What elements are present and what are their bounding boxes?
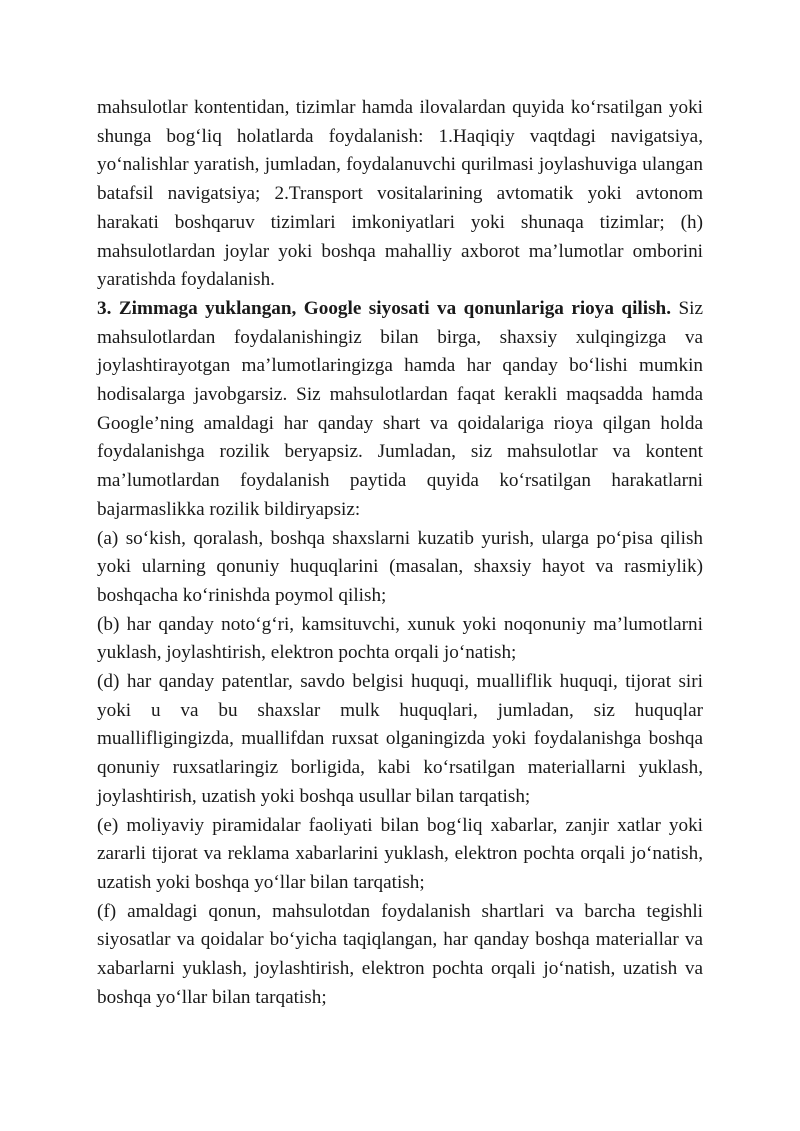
list-item-a: (a) so‘kish, qoralash, boshqa shaxslarni kuzatib yurish, ularga po‘pisa qilish yoki ularning qonuniy huquqlarini (masalan, shaxsiy hayot va rasmiylik) boshqacha ko‘rinishda poymol qilish;: [97, 527, 703, 606]
section-3-heading: 3. Zimmaga yuklangan, Google siyosati va qonunlariga rioya qilish.: [97, 297, 672, 319]
paragraph-intro: mahsulotlar kontentidan, tizimlar hamda ilovalardan quyida ko‘rsatilgan yoki shunga bog‘liq holatlarda foydalanish: 1.Haqiqiy vaqtdagi navigatsiya, yo‘nalishlar yaratish, jumladan, foydalanuvchi qurilmasi joylashuviga ulangan batafsil navigatsiya; 2.Transport vositalarining avtomatik yoki avtonom harakati boshqaruv tizimlari imkoniyatlari yoki shunaqa tizimlar; (h) mahsulotlardan joylar yoki boshqa mahalliy axborot ma’lumotlar omborini yaratishda foydalanish.: [97, 97, 703, 291]
document-page: [97, 94, 703, 1013]
list-item-b: (b) har qanday noto‘g‘ri, kamsituvchi, xunuk yoki noqonuniy ma’lumotlarni yuklash, joylashtirish, elektron pochta orqali jo‘natish;: [97, 613, 703, 664]
list-item-e: (e) moliyaviy piramidalar faoliyati bilan bog‘liq xabarlar, zanjir xatlar yoki zararli tijorat va reklama xabarlarini yuklash, elektron pochta orqali jo‘natish, uzatish yoki boshqa yo‘llar bilan tarqatish;: [97, 814, 703, 893]
list-item-d: (d) har qanday patentlar, savdo belgisi huquqi, mualliflik huquqi, tijorat siri yoki u va bu shaxslar mulk huquqlari, jumladan, siz huquqlar muallifligingizda, muallifdan ruxsat olganingizda yoki foydalanishga boshqa qonuniy ruxsatlaringiz borligida, kabi ko‘rsatilgan materiallarni yuklash, joylashtirish, uzatish yoki boshqa usullar bilan tarqatish;: [97, 671, 703, 807]
section-3-body: Siz mahsulotlardan foydalanishingiz bilan birga, shaxsiy xulqingizga va joylashtirayotgan ma’lumotlaringizga hamda har qanday bo‘lishi mumkin hodisalarga javobgarsiz. Siz mahsulotlardan faqat kerakli maqsadda hamda Google’ning amaldagi har qanday shart va qoidalariga rioya qilgan holda foydalanishga rozilik beryapsiz. Jumladan, siz mahsulotlar va kontent ma’lumotlardan foydalanish paytida quyida ko‘rsatilgan harakatlarni bajarmaslikka rozilik bildiryapsiz:: [97, 297, 703, 520]
paragraph-section-3: [97, 295, 703, 525]
list-item-f: (f) amaldagi qonun, mahsulotdan foydalanish shartlari va barcha tegishli siyosatlar va qoidalar bo‘yicha taqiqlangan, har qanday boshqa materiallar va xabarlarni yuklash, joylashtirish, elektron pochta orqali jo‘natish, uzatish va boshqa yo‘llar bilan tarqatish;: [97, 900, 703, 1008]
